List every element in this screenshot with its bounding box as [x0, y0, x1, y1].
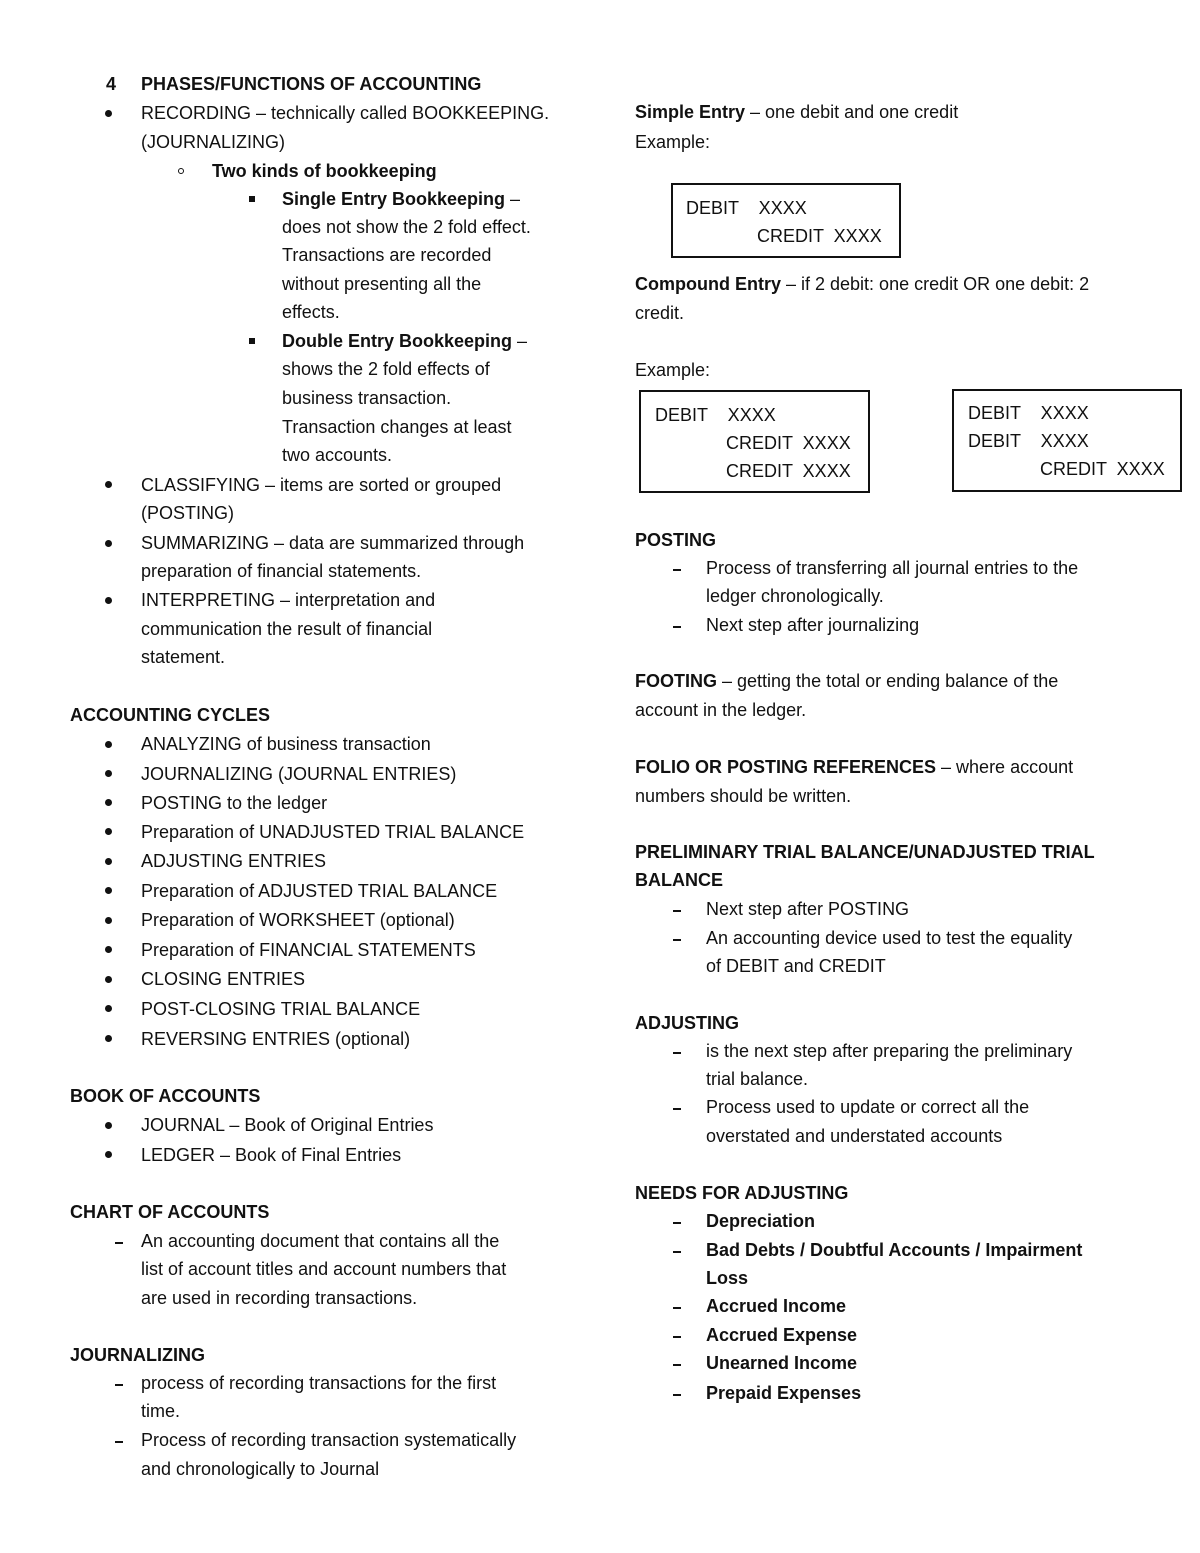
- single-entry-dash: –: [505, 189, 521, 209]
- bullet-dot: [105, 1151, 112, 1158]
- adjusting-text: is the next step after preparing the preliminary: [706, 1041, 1073, 1061]
- bullet-dot: [105, 799, 112, 806]
- bullet-dot: [105, 917, 112, 924]
- classifying-text: CLASSIFYING – items are sorted or grouped: [141, 475, 502, 495]
- bullet-dash: [673, 1222, 681, 1224]
- compound-entry-example-box: [639, 390, 870, 493]
- bullet-dash: [673, 910, 681, 912]
- section-heading: CHART OF ACCOUNTS: [70, 1202, 270, 1222]
- interpreting-text-cont: statement.: [141, 647, 226, 667]
- bullet-dot: [105, 540, 112, 547]
- example-label: Example:: [635, 360, 711, 380]
- list-item: ANALYZING of business transaction: [141, 734, 431, 754]
- footing-title: FOOTING: [635, 671, 717, 691]
- double-entry-line: [282, 330, 527, 352]
- folio-title: FOLIO OR POSTING REFERENCES: [635, 757, 937, 777]
- compound-entry-title: Compound Entry: [635, 274, 781, 294]
- list-item: Depreciation: [706, 1211, 816, 1231]
- bullet-dot: [105, 770, 112, 777]
- bullet-dot: [105, 887, 112, 894]
- list-item: JOURNAL – Book of Original Entries: [141, 1115, 434, 1135]
- adjusting-text: Process used to update or correct all the: [706, 1097, 1030, 1117]
- list-item: ADJUSTING ENTRIES: [141, 851, 327, 871]
- section-heading: PRELIMINARY TRIAL BALANCE/UNADJUSTED TRIAL: [635, 842, 1095, 862]
- list-item: Accrued Expense: [706, 1325, 858, 1345]
- journal-line-debit: DEBIT XXXX: [686, 198, 807, 218]
- journalizing-text: and chronologically to Journal: [141, 1459, 380, 1479]
- bullet-dot: [105, 741, 112, 748]
- journal-line-debit: DEBIT XXXX: [655, 405, 776, 425]
- bullet-dot: [105, 597, 112, 604]
- list-item: Preparation of UNADJUSTED TRIAL BALANCE: [141, 822, 525, 842]
- adjusting-text: overstated and understated accounts: [706, 1126, 1003, 1146]
- journal-line-credit: CREDIT XXXX: [1040, 459, 1165, 479]
- bullet-dash: [673, 1108, 681, 1110]
- bullet-dash: [115, 1384, 123, 1386]
- list-item: POST-CLOSING TRIAL BALANCE: [141, 999, 421, 1019]
- journalizing-text: process of recording transactions for the first: [141, 1373, 497, 1393]
- section-heading-cont: BALANCE: [635, 870, 723, 890]
- journalizing-text: time.: [141, 1401, 181, 1421]
- list-item: Prepaid Expenses: [706, 1383, 862, 1403]
- folio-desc: – where account: [936, 757, 1074, 777]
- bullet-dash: [673, 1052, 681, 1054]
- bullet-dot: [105, 1035, 112, 1042]
- list-item: JOURNALIZING (JOURNAL ENTRIES): [141, 764, 457, 784]
- single-entry-text: effects.: [282, 302, 340, 322]
- bullet-square: [249, 196, 255, 202]
- journal-line-debit: DEBIT XXXX: [968, 403, 1089, 423]
- bullet-dot: [105, 481, 112, 488]
- two-kinds-heading: Two kinds of bookkeeping: [212, 161, 437, 181]
- bullet-dash: [673, 1307, 681, 1309]
- posting-text: ledger chronologically.: [706, 586, 884, 606]
- bullet-dash: [673, 1336, 681, 1338]
- prelim-text: Next step after POSTING: [706, 899, 910, 919]
- journal-line-credit: CREDIT XXXX: [757, 226, 882, 246]
- journal-line-debit: DEBIT XXXX: [968, 431, 1089, 451]
- bullet-dot: [105, 946, 112, 953]
- list-item: Unearned Income: [706, 1353, 858, 1373]
- section-heading: POSTING: [635, 530, 717, 550]
- posting-text: Process of transferring all journal entries to the: [706, 558, 1079, 578]
- adjusting-text: trial balance.: [706, 1069, 809, 1089]
- list-item: Preparation of WORKSHEET (optional): [141, 910, 455, 930]
- double-entry-title: Double Entry Bookkeeping: [282, 331, 513, 351]
- prelim-text: An accounting device used to test the equality: [706, 928, 1073, 948]
- interpreting-text-cont: communication the result of financial: [141, 619, 433, 639]
- single-entry-title: Single Entry Bookkeeping: [282, 189, 506, 209]
- section-heading: JOURNALIZING: [70, 1345, 205, 1365]
- list-item: REVERSING ENTRIES (optional): [141, 1029, 411, 1049]
- list-item: Accrued Income: [706, 1296, 847, 1316]
- journal-line-credit: CREDIT XXXX: [726, 433, 851, 453]
- bullet-dot: [105, 1122, 112, 1129]
- bullet-dot: [105, 1005, 112, 1012]
- chart-text: list of account titles and account numbers that: [141, 1259, 507, 1279]
- bullet-dash: [673, 1394, 681, 1396]
- bullet-dash: [673, 626, 681, 628]
- section-heading: BOOK OF ACCOUNTS: [70, 1086, 261, 1106]
- double-entry-text: business transaction.: [282, 388, 452, 408]
- list-item: POSTING to the ledger: [141, 793, 328, 813]
- chart-text: An accounting document that contains all the: [141, 1231, 500, 1251]
- list-item: LEDGER – Book of Final Entries: [141, 1145, 402, 1165]
- compound-entry-example-box: [952, 389, 1182, 492]
- compound-entry-text: credit.: [635, 303, 685, 323]
- phases-heading: PHASES/FUNCTIONS OF ACCOUNTING: [141, 74, 482, 94]
- bullet-dash: [115, 1441, 123, 1443]
- bullet-circle: [178, 168, 184, 174]
- interpreting-text: INTERPRETING – interpretation and: [141, 590, 436, 610]
- single-entry-text: does not show the 2 fold effect.: [282, 217, 531, 237]
- simple-entry-example-box: [671, 183, 901, 258]
- simple-entry-line: [635, 101, 958, 123]
- bullet-dash: [673, 1364, 681, 1366]
- double-entry-text: two accounts.: [282, 445, 393, 465]
- list-item-cont: Loss: [706, 1268, 749, 1288]
- footing-text: account in the ledger.: [635, 700, 807, 720]
- compound-entry-line: [635, 273, 1089, 295]
- list-item: Bad Debts / Doubtful Accounts / Impairment: [706, 1240, 1083, 1260]
- simple-entry-title: Simple Entry: [635, 102, 746, 122]
- simple-entry-desc: – one debit and one credit: [745, 102, 959, 122]
- bullet-dash: [673, 939, 681, 941]
- single-entry-text: without presenting all the: [282, 274, 482, 294]
- classifying-text-cont: (POSTING): [141, 503, 234, 523]
- summarizing-text: SUMMARIZING – data are summarized through: [141, 533, 525, 553]
- bullet-dash: [115, 1242, 123, 1244]
- double-entry-text: Transaction changes at least: [282, 417, 512, 437]
- posting-text: Next step after journalizing: [706, 615, 920, 635]
- recording-text-cont: (JOURNALIZING): [141, 132, 285, 152]
- double-entry-dash: –: [512, 331, 528, 351]
- single-entry-line: [282, 188, 520, 210]
- list-item: CLOSING ENTRIES: [141, 969, 306, 989]
- bullet-dot: [105, 976, 112, 983]
- list-item: Preparation of FINANCIAL STATEMENTS: [141, 940, 476, 960]
- section-heading: ACCOUNTING CYCLES: [70, 705, 271, 725]
- bullet-dot: [105, 858, 112, 865]
- recording-text: RECORDING – technically called BOOKKEEPING.: [141, 103, 550, 123]
- chart-text: are used in recording transactions.: [141, 1288, 418, 1308]
- double-entry-text: shows the 2 fold effects of: [282, 359, 490, 379]
- bullet-dash: [673, 1251, 681, 1253]
- prelim-text: of DEBIT and CREDIT: [706, 956, 886, 976]
- summarizing-text-cont: preparation of financial statements.: [141, 561, 422, 581]
- footing-line: [635, 670, 1058, 692]
- bullet-dot: [105, 110, 112, 117]
- section-heading: ADJUSTING: [635, 1013, 740, 1033]
- journal-line-credit: CREDIT XXXX: [726, 461, 851, 481]
- section-heading: NEEDS FOR ADJUSTING: [635, 1183, 849, 1203]
- bullet-dot: [105, 828, 112, 835]
- folio-text: numbers should be written.: [635, 786, 852, 806]
- example-label: Example:: [635, 132, 711, 152]
- folio-line: [635, 756, 1073, 778]
- footing-desc: – getting the total or ending balance of the: [717, 671, 1059, 691]
- journalizing-text: Process of recording transaction systematically: [141, 1430, 517, 1450]
- single-entry-text: Transactions are recorded: [282, 245, 492, 265]
- list-item: Preparation of ADJUSTED TRIAL BALANCE: [141, 881, 498, 901]
- bullet-square: [249, 338, 255, 344]
- compound-entry-desc: – if 2 debit: one credit OR one debit: 2: [781, 274, 1090, 294]
- phases-number: 4: [106, 74, 117, 94]
- bullet-dash: [673, 569, 681, 571]
